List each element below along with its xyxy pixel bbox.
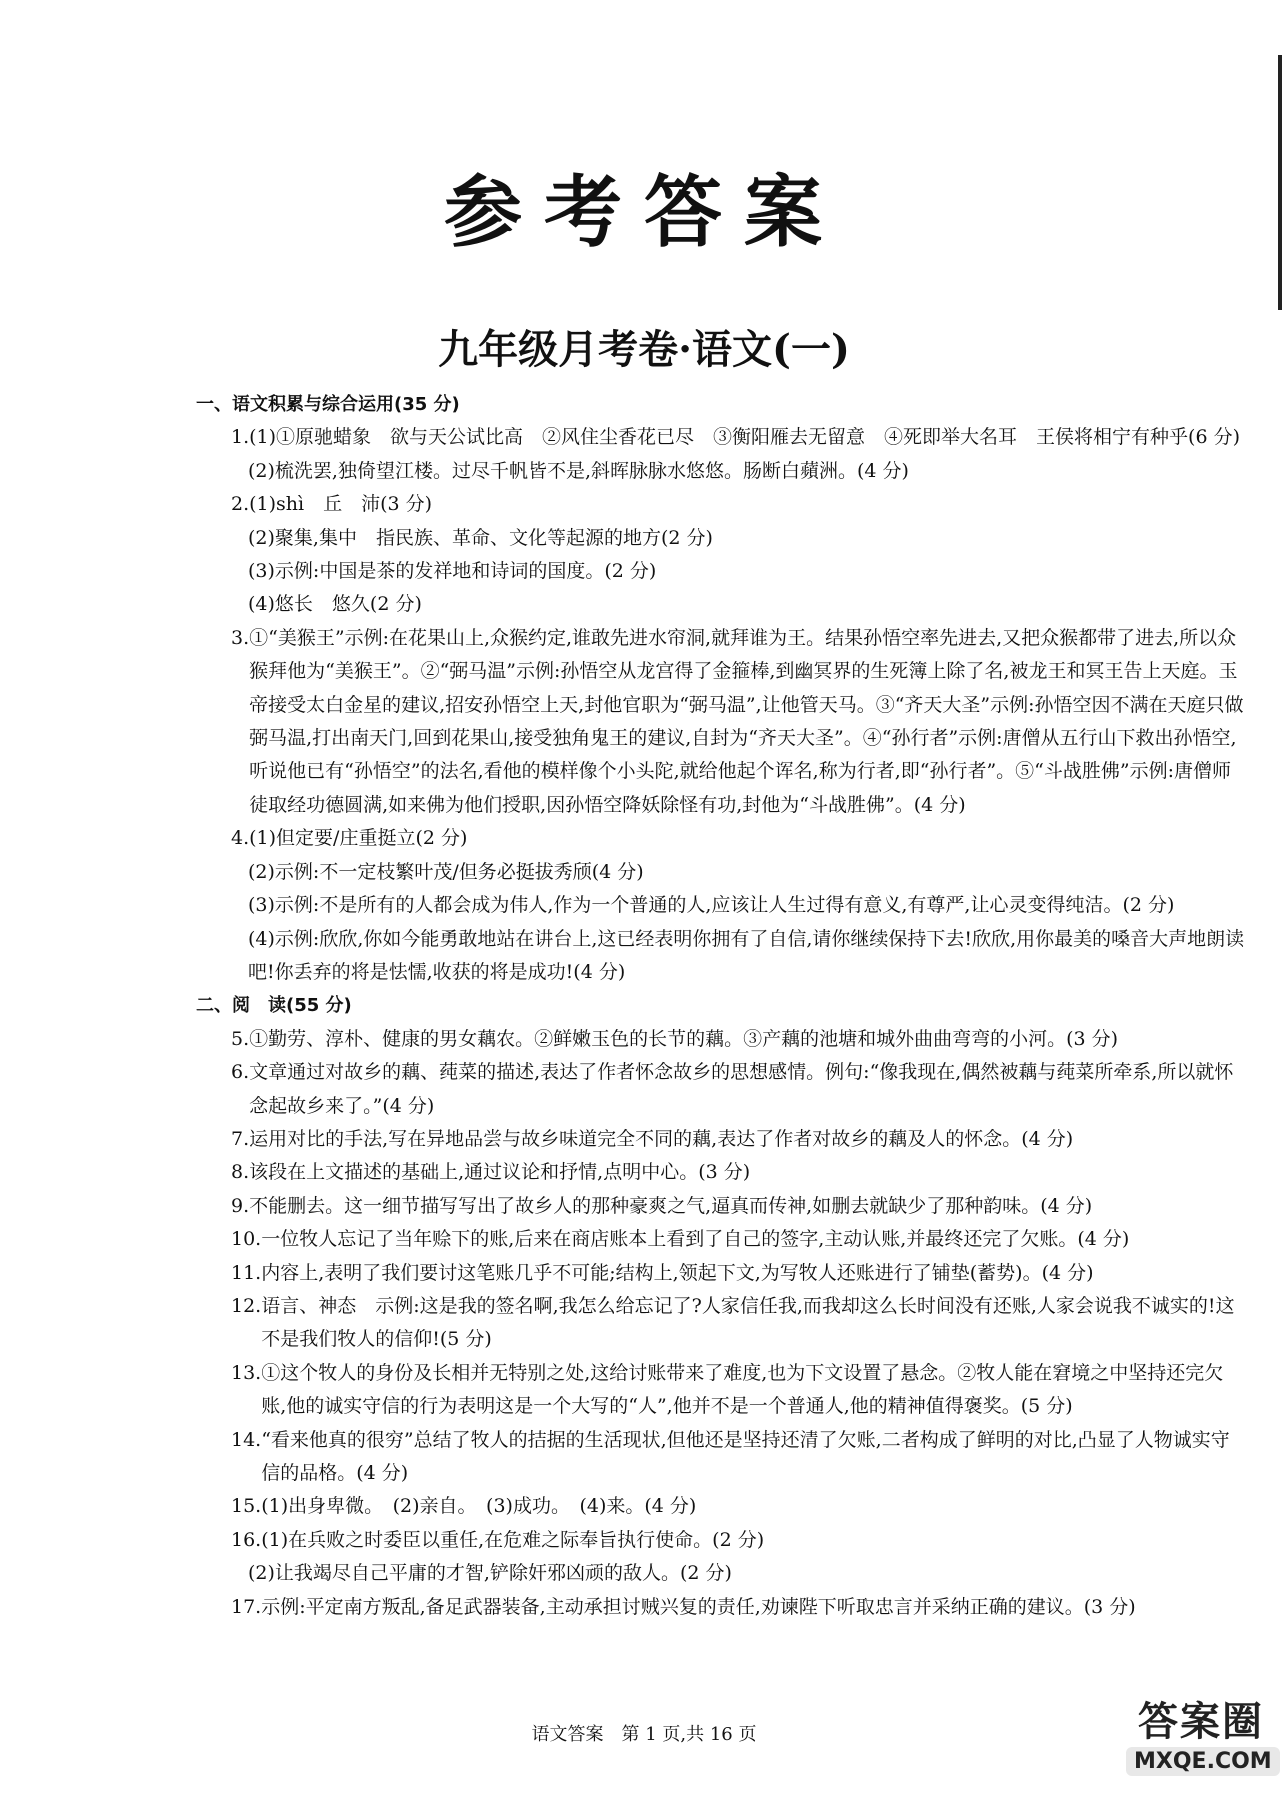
answer-item-8 (196, 1156, 1246, 1189)
answer-subitem: (3)示例:不是所有的人都会成为伟人,作为一个普通的人,应该让人生过得有意义,有尊严,让心灵变得纯洁。(2 分) (248, 894, 1175, 917)
item-text: (1)在兵败之时委臣以重任,在危难之际奉旨执行使命。(2 分) (261, 1528, 765, 1551)
item-number: 3. (231, 626, 250, 649)
answer-item-6 (196, 1056, 1246, 1123)
answer-subitem: (2)让我竭尽自己平庸的才智,铲除奸邪凶顽的敌人。(2 分) (248, 1562, 732, 1585)
item-number: 14. (231, 1428, 262, 1451)
item-number: 17. (231, 1595, 262, 1618)
item-number: 6. (231, 1061, 250, 1084)
item-number: 13. (231, 1361, 262, 1384)
answer-item-2 (196, 488, 1246, 521)
item-number: 15. (231, 1495, 262, 1518)
watermark-logo-url: MXQE.COM (1126, 1747, 1280, 1776)
answer-item-7 (196, 1123, 1246, 1156)
item-number: 1. (231, 426, 250, 449)
answer-item-11 (196, 1257, 1246, 1290)
item-text: (1)①原驰蜡象 欲与天公试比高 ②风住尘香花已尽 ③衡阳雁去无留意 ④死即举大名耳 王侯将相宁有种乎(6 分) (249, 426, 1241, 449)
answer-item-15 (196, 1490, 1246, 1523)
answer-item-13 (196, 1357, 1246, 1424)
item-text: 不能删去。这一细节描写写出了故乡人的那种豪爽之气,逼真而传神,如删去就缺少了那种韵味。(4 分) (249, 1194, 1093, 1217)
page-title: 参考答案 (443, 167, 844, 258)
item-text: 一位牧人忘记了当年赊下的账,后来在商店账本上看到了自己的签字,主动认账,并最终还完了欠账。(4 分) (261, 1228, 1130, 1251)
item-text: 语言、神态 示例:这是我的签名啊,我怎么给忘记了?人家信任我,而我却这么长时间没有还账,人家会说我不诚实的!这不是我们牧人的信仰!(5 分) (261, 1294, 1235, 1351)
answer-subitem: (2)梳洗罢,独倚望江楼。过尽千帆皆不是,斜晖脉脉水悠悠。肠断白蘋洲。(4 分) (248, 459, 909, 482)
answer-item-17 (196, 1591, 1246, 1624)
item-number: 9. (231, 1194, 250, 1217)
answer-subitem: (4)悠长 悠久(2 分) (248, 593, 422, 616)
answer-subitem: (2)示例:不一定枝繁叶茂/但务必挺拔秀颀(4 分) (248, 860, 644, 883)
item-text: 文章通过对故乡的藕、莼菜的描述,表达了作者怀念故乡的思想感情。例句:“像我现在,偶然被藕与莼菜所牵系,所以就怀念起故乡来了。”(4 分) (249, 1061, 1234, 1117)
item-text: 该段在上文描述的基础上,通过议论和抒情,点明中心。(3 分) (249, 1161, 751, 1184)
item-text: ①这个牧人的身份及长相并无特别之处,这给讨账带来了难度,也为下文设置了悬念。②牧人能在窘境之中坚持还完欠账,他的诚实守信的行为表明这是一个大写的“人”,他并不是一个普通人,他的精神值得褒奖。(5 分) (261, 1361, 1224, 1418)
item-text: (1)出身卑微。 (2)亲自。 (3)成功。 (4)来。(4 分) (261, 1495, 697, 1518)
page-footer: 语文答案 第 1 页,共 16 页 (531, 1724, 757, 1745)
item-text: ①勤劳、淳朴、健康的男女藕农。②鲜嫩玉色的长节的藕。③产藕的池塘和城外曲曲弯弯的小河。(3 分) (249, 1027, 1119, 1050)
answer-item-9 (196, 1190, 1246, 1223)
page-edge-rule (1278, 55, 1282, 310)
item-number: 12. (231, 1294, 262, 1317)
item-text: (1)shì 丘 沛(3 分) (249, 493, 433, 516)
item-text: “看来他真的很穷”总结了牧人的拮据的生活现状,但他还是坚持还清了欠账,二者构成了鲜明的对比,凸显了人物诚实守信的品格。(4 分) (261, 1428, 1230, 1484)
item-number: 10. (231, 1228, 262, 1251)
answer-item-3 (196, 622, 1246, 822)
item-text: ①“美猴王”示例:在花果山上,众猴约定,谁敢先进水帘洞,就拜谁为王。结果孙悟空率先进去,又把众猴都带了进去,所以众猴拜他为“美猴王”。②“弼马温”示例:孙悟空从龙宫得了金箍棒,到幽冥界的生死簿上除了名,被龙王和冥王告上天庭。玉帝接受太白金星的建议,招安孙悟空上天,封他官职为“弼马温”,让他管天马。③“齐天大圣”示例:孙悟空因不满在天庭只做弼马温,打出南天门,回到花果山,接受独角鬼王的建议,自封为“齐天大圣”。④“孙行者”示例:唐僧从五行山下救出孙悟空,听说他已有“孙悟空”的法名,看他的模样像个小头陀,就给他起个诨名,称为行者,即“孙行者”。⑤“斗战胜佛”示例:唐僧师徒取经功德圆满,如来佛为他们授职,因孙悟空降妖除怪有功,封他为“斗战胜佛”。(4 分) (249, 626, 1244, 816)
answer-item-16 (196, 1524, 1246, 1557)
item-text: (1)但定要/庄重挺立(2 分) (249, 827, 468, 850)
item-text: 内容上,表明了我们要讨这笔账几乎不可能;结构上,领起下文,为写牧人还账进行了铺垫(蓄势)。(4 分) (261, 1261, 1094, 1284)
item-number: 2. (231, 493, 250, 516)
item-text: 示例:平定南方叛乱,备足武器装备,主动承担讨贼兴复的责任,劝谏陛下听取忠言并采纳正确的建议。(3 分) (261, 1595, 1136, 1618)
answer-content (196, 388, 1246, 1624)
item-number: 4. (231, 827, 250, 850)
item-number: 16. (231, 1528, 262, 1551)
answer-item-14 (196, 1424, 1246, 1491)
watermark-logo-mark: 答案圈 (1138, 1699, 1264, 1745)
item-number: 11. (231, 1261, 262, 1284)
item-number: 7. (231, 1127, 250, 1150)
item-text: 运用对比的手法,写在异地品尝与故乡味道完全不同的藕,表达了作者对故乡的藕及人的怀念。(4 分) (249, 1127, 1074, 1150)
section-heading-2: 二、阅 读(55 分) (196, 995, 352, 1017)
answer-item-1 (196, 421, 1246, 454)
watermark-logo (1126, 1690, 1276, 1790)
exam-subtitle: 九年级月考卷·语文(一) (438, 326, 850, 373)
section-heading-1: 一、语文积累与综合运用(35 分) (196, 394, 460, 415)
answer-item-10 (196, 1223, 1246, 1256)
item-number: 8. (231, 1161, 250, 1184)
answer-subitem: (3)示例:中国是茶的发祥地和诗词的国度。(2 分) (248, 560, 657, 583)
answer-item-5 (196, 1023, 1246, 1056)
answer-subitem: (2)聚集,集中 指民族、革命、文化等起源的地方(2 分) (248, 526, 713, 549)
answer-item-4 (196, 822, 1246, 855)
answer-subitem: (4)示例:欣欣,你如今能勇敢地站在讲台上,这已经表明你拥有了自信,请你继续保持下去!欣欣,用你最美的嗓音大声地朗读吧!你丢弃的将是怯懦,收获的将是成功!(4 分) (248, 927, 1245, 983)
answer-item-12 (196, 1290, 1246, 1357)
item-number: 5. (231, 1027, 250, 1050)
